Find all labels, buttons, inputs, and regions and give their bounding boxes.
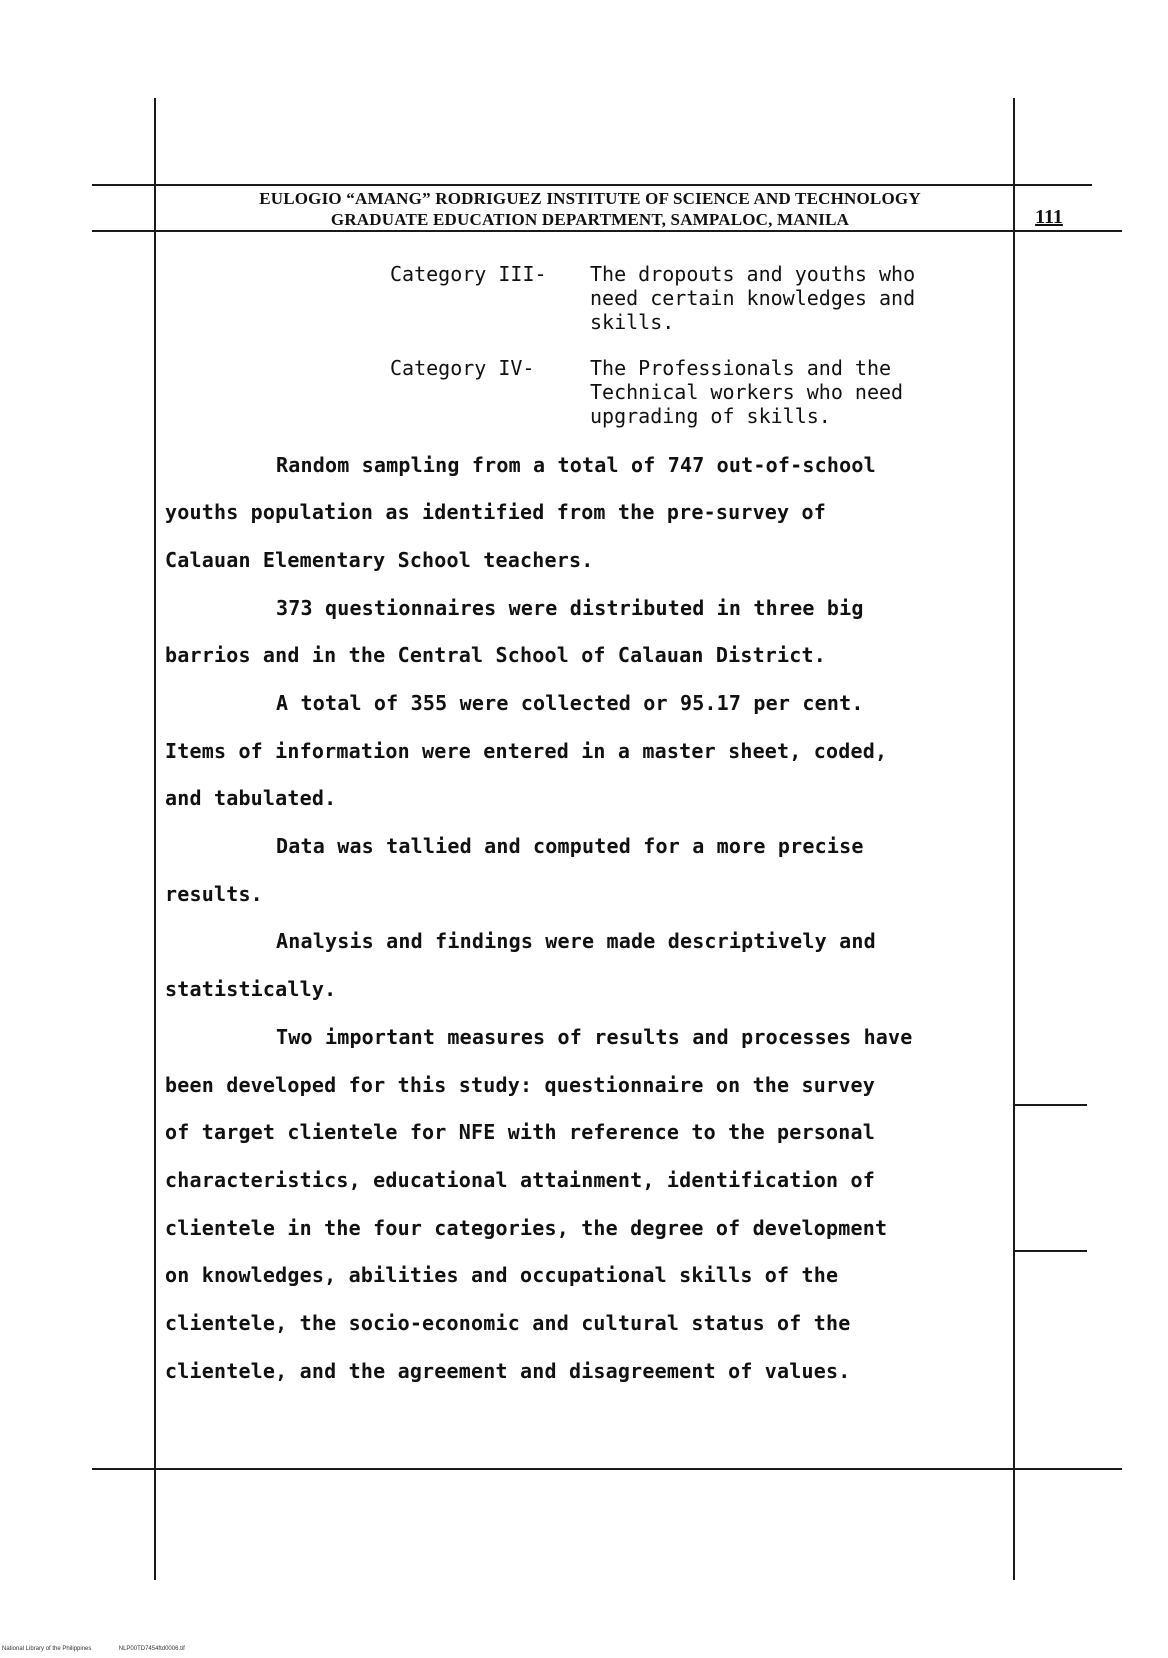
library-name: National Library of the Philippines — [2, 1646, 92, 1652]
header-bottom-rule — [92, 230, 1122, 232]
text-line: youths population as identified from the pre-survey of — [165, 500, 827, 524]
scan-footer-note — [2, 1646, 185, 1652]
text-line: and tabulated. — [165, 786, 337, 810]
text-line: Data was tallied and computed for a more precise — [276, 834, 864, 858]
text-line: Items of information were entered in a master sheet, coded, — [165, 739, 888, 763]
text-line: results. — [165, 882, 263, 906]
category-description-line: The Professionals and the — [590, 356, 892, 380]
right-margin-rule — [1013, 98, 1015, 1580]
category-description-line: skills. — [590, 310, 675, 334]
file-name: NLP00TD7454ftd0006.tif — [118, 1646, 185, 1652]
text-line: characteristics, educational attainment, identification of — [165, 1168, 875, 1192]
category-description-line: Technical workers who need — [590, 380, 904, 404]
header-top-rule — [92, 184, 1092, 186]
text-line: 373 questionnaires were distributed in three big — [276, 596, 864, 620]
right-tick-rule-2 — [1013, 1250, 1087, 1252]
text-line: Random sampling from a total of 747 out-of-school — [276, 453, 876, 477]
text-line: Two important measures of results and processes have — [276, 1025, 913, 1049]
text-line: A total of 355 were collected or 95.17 per cent. — [276, 691, 864, 715]
category-label: Category IV- — [390, 356, 535, 380]
text-line: been developed for this study: questionnaire on the survey — [165, 1073, 875, 1097]
left-margin-rule — [154, 98, 156, 1580]
text-line: clientele, the socio-economic and cultural status of the — [165, 1311, 851, 1335]
text-line: Analysis and findings were made descriptively and — [276, 929, 876, 953]
text-line: clientele in the four categories, the degree of development — [165, 1216, 888, 1240]
page-number: 111 — [1035, 206, 1063, 228]
department-title: GRADUATE EDUCATION DEPARTMENT, SAMPALOC, MANILA — [330, 210, 850, 229]
category-label: Category III- — [390, 262, 547, 286]
category-description — [590, 356, 903, 428]
text-line: clientele, and the agreement and disagreement of values. — [165, 1359, 851, 1383]
category-description-line: The dropouts and youths who — [590, 262, 916, 286]
text-line: of target clientele for NFE with reference to the personal — [165, 1120, 875, 1144]
text-line: on knowledges, abilities and occupational skills of the — [165, 1263, 839, 1287]
category-description — [590, 262, 915, 334]
text-line: barrios and in the Central School of Calauan District. — [165, 643, 827, 667]
category-description-line: need certain knowledges and — [590, 286, 916, 310]
footer-rule — [92, 1468, 1122, 1470]
right-tick-rule-1 — [1013, 1104, 1087, 1106]
category-description-line: upgrading of skills. — [590, 404, 831, 428]
institution-title: EULOGIO “AMANG” RODRIGUEZ INSTITUTE OF SCIENCE AND TECHNOLOGY — [259, 189, 921, 208]
text-line: statistically. — [165, 977, 337, 1001]
text-line: Calauan Elementary School teachers. — [165, 548, 594, 572]
